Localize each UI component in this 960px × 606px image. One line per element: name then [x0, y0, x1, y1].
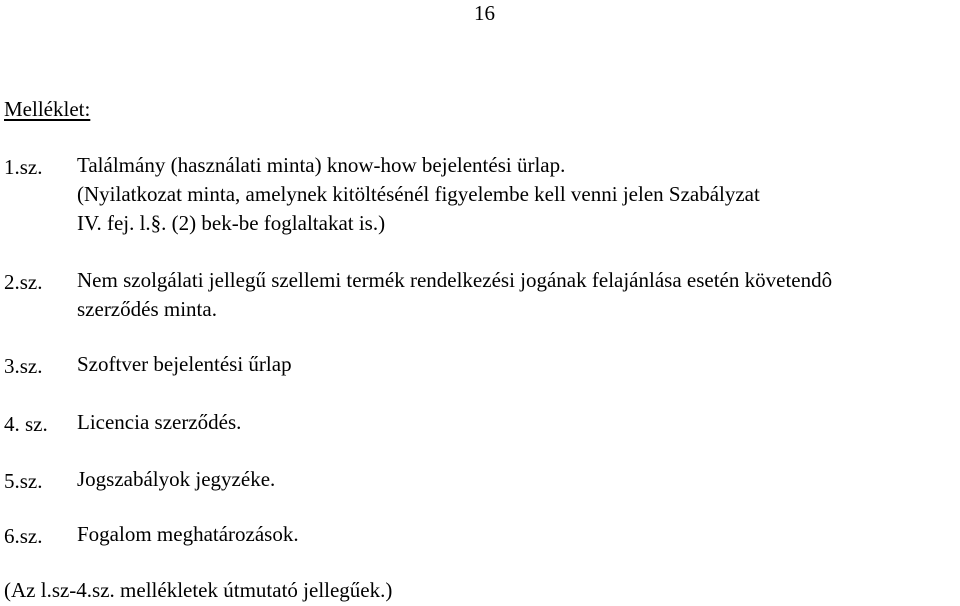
item-number-6: 6.sz.	[4, 524, 43, 548]
item-number-1: 1.sz.	[4, 155, 43, 179]
item-1-line-2: (Nyilatkozat minta, amelynek kitöltésénél figyelembe kell venni jelen Szabályzat	[77, 182, 760, 206]
item-text-5	[77, 465, 960, 494]
item-number-5: 5.sz.	[4, 469, 43, 493]
item-5-line-1: Jogszabályok jegyzéke.	[77, 467, 276, 491]
item-2-line-2: szerződés minta.	[77, 297, 217, 321]
item-text-6	[77, 520, 960, 549]
item-text-1	[77, 151, 960, 238]
item-4-line-1: Licencia szerződés.	[77, 410, 242, 434]
item-3-line-1: Szoftver bejelentési űrlap	[77, 352, 292, 376]
item-6-line-1: Fogalom meghatározások.	[77, 522, 299, 546]
footnote: (Az l.sz-4.sz. mellékletek útmutató jellegűek.)	[4, 578, 393, 602]
item-number-3: 3.sz.	[4, 354, 43, 378]
item-text-3	[77, 350, 960, 379]
item-text-4	[77, 408, 960, 437]
item-number-4: 4. sz.	[4, 412, 48, 436]
item-1-line-1: Találmány (használati minta) know-how bejelentési ürlap.	[77, 153, 566, 177]
attachments-heading: Melléklet:	[4, 97, 91, 121]
page-number: 16	[474, 1, 495, 25]
item-2-line-1: Nem szolgálati jellegű szellemi termék rendelkezési jogának felajánlása esetén követendô	[77, 268, 833, 292]
item-1-line-3: IV. fej. l.§. (2) bek-be foglaltakat is.)	[77, 211, 386, 235]
item-text-2	[77, 266, 960, 324]
item-number-2: 2.sz.	[4, 270, 43, 294]
